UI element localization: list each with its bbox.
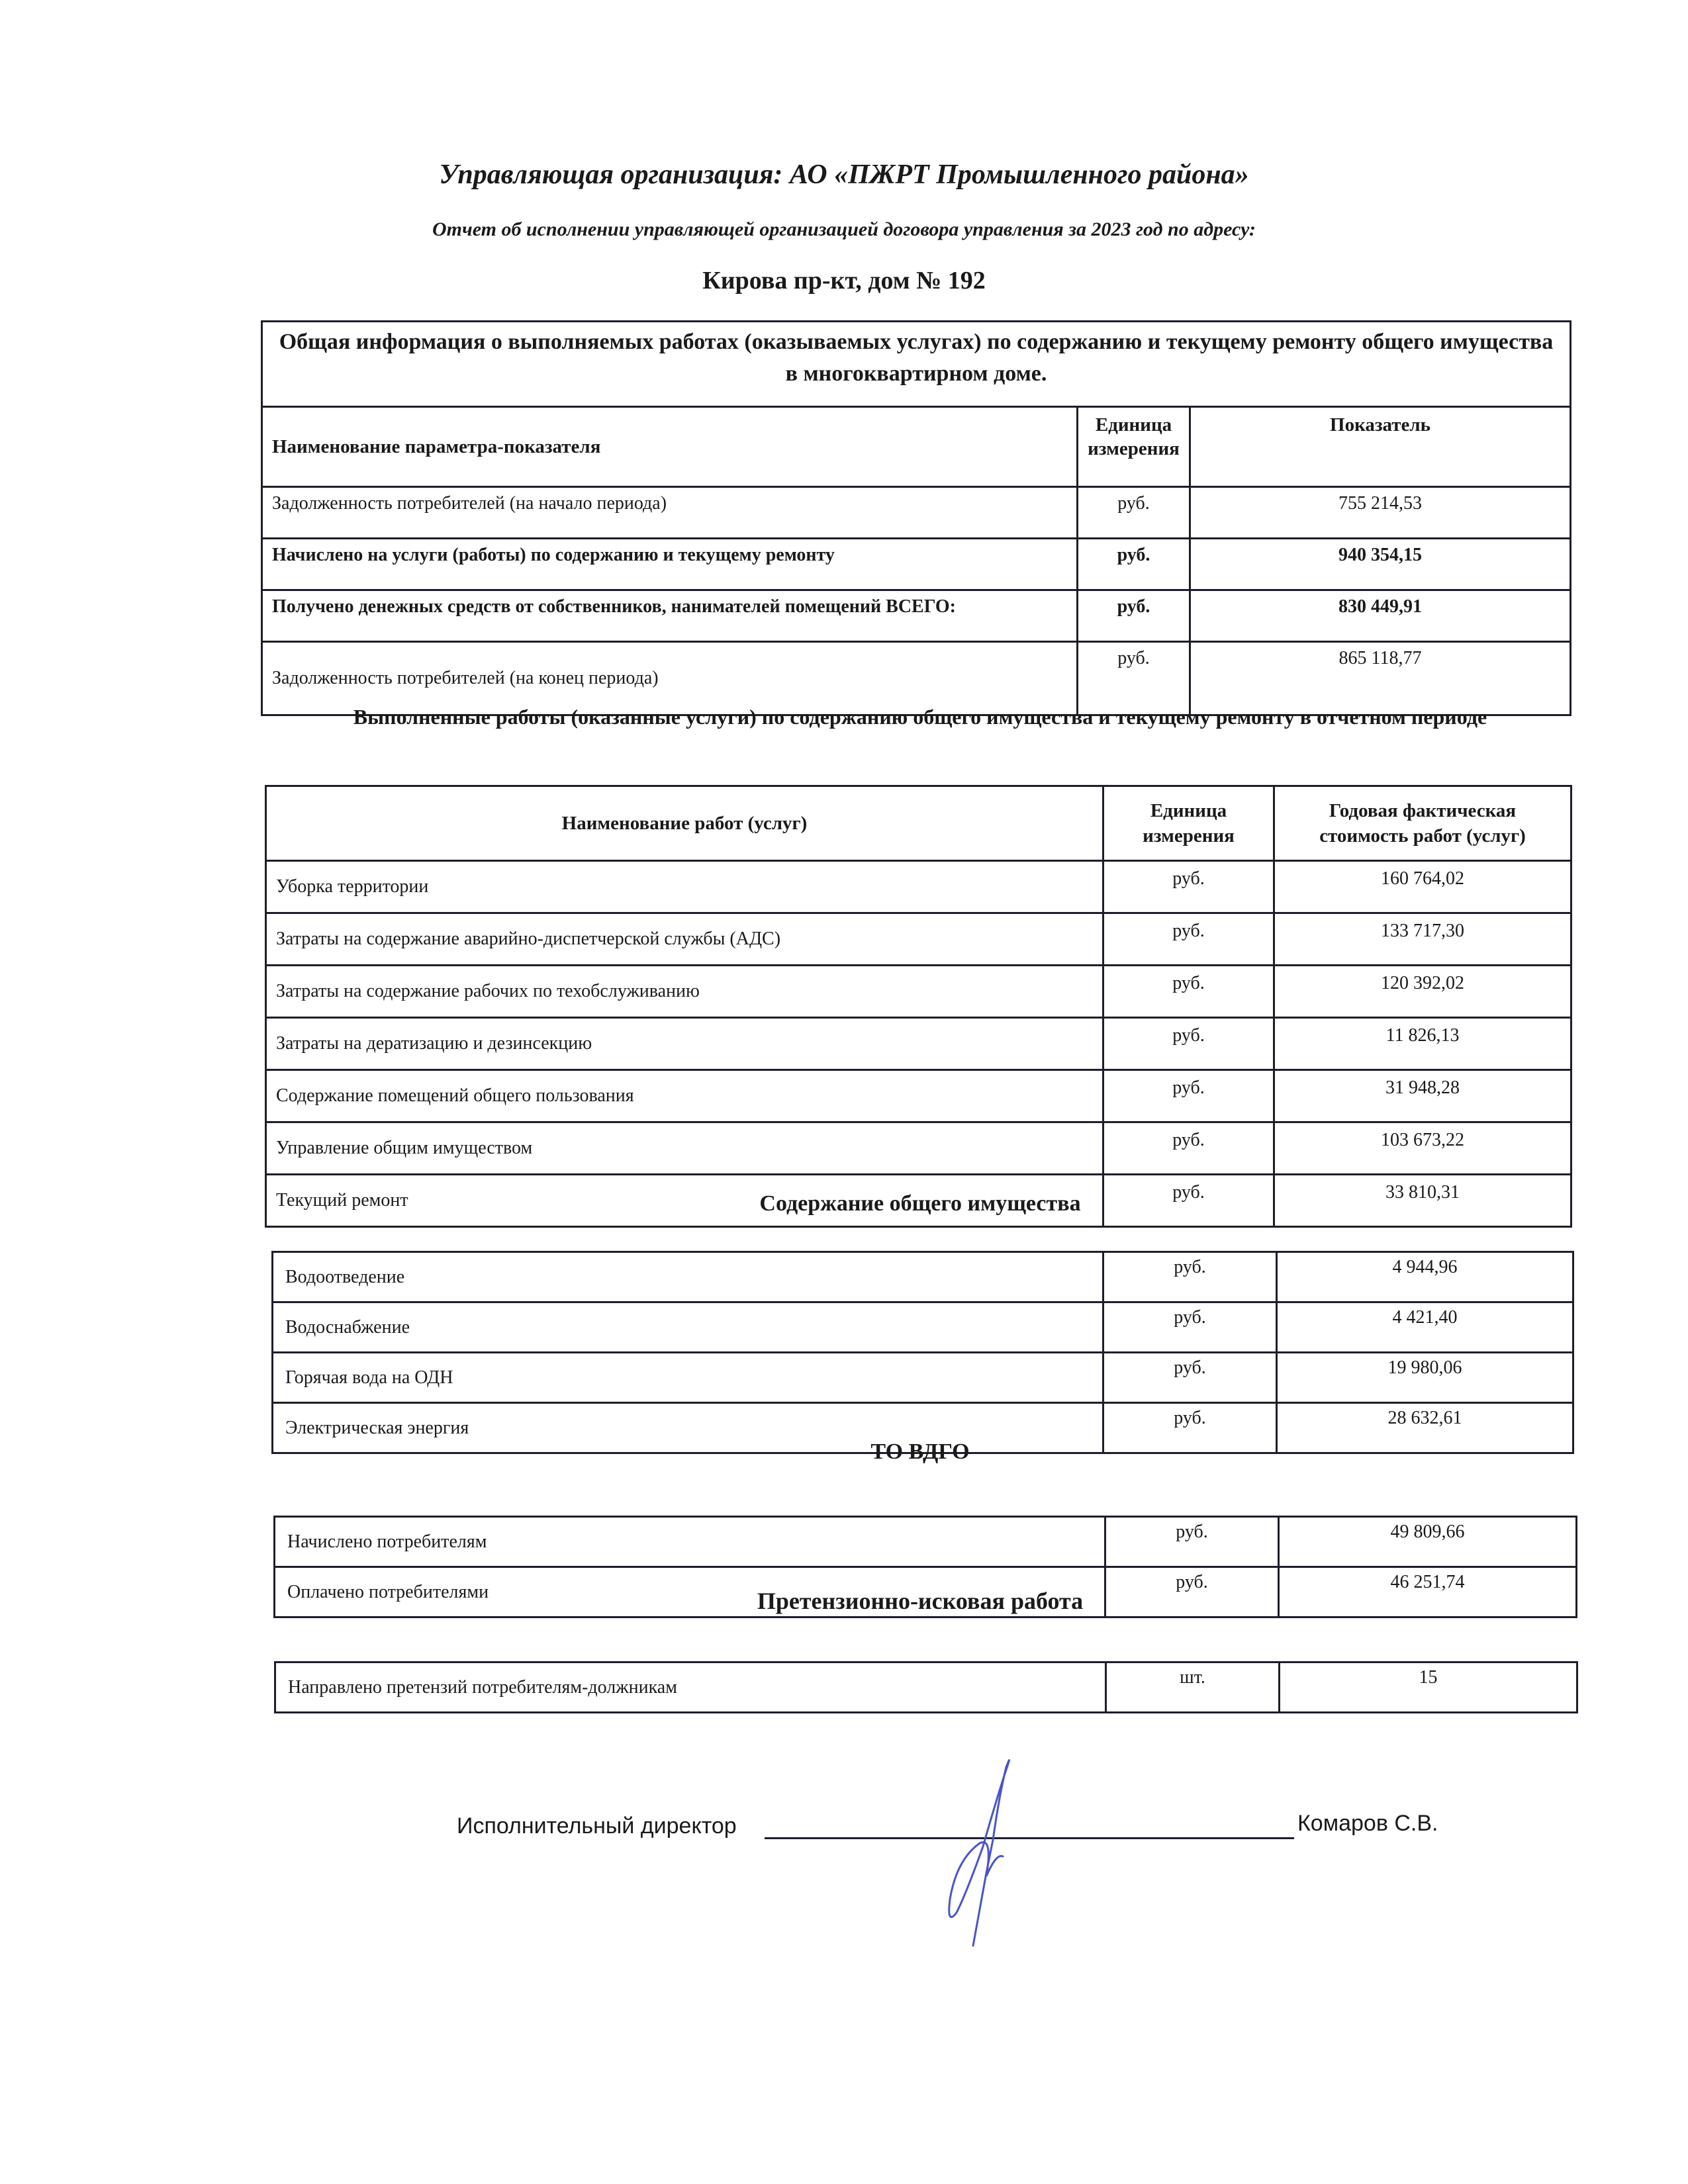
row-unit: руб. xyxy=(1103,1122,1274,1175)
table-row xyxy=(266,913,1571,966)
common-property-table xyxy=(271,1251,1574,1454)
row-value: 46 251,74 xyxy=(1279,1567,1577,1617)
column-header-annual-cost: Годовая фактическая стоимость работ (услуг) xyxy=(1274,786,1571,861)
table-row xyxy=(273,1353,1573,1403)
row-name: Затраты на содержание аварийно-диспетчерской службы (АДС) xyxy=(266,913,1103,966)
table-row xyxy=(262,487,1571,539)
row-name: Начислено потребителям xyxy=(275,1517,1105,1567)
row-value: 49 809,66 xyxy=(1279,1517,1577,1567)
handwritten-signature-icon xyxy=(920,1754,1053,1952)
row-unit: руб. xyxy=(1078,590,1190,642)
row-unit: руб. xyxy=(1103,1353,1277,1403)
row-unit: руб. xyxy=(1103,1070,1274,1122)
report-subtitle: Отчет об исполнении управляющей организацией договора управления за 2023 год по адресу: xyxy=(432,218,1256,240)
row-value: 19 980,06 xyxy=(1277,1353,1573,1403)
table-header-row xyxy=(262,407,1571,487)
column-header-work-name: Наименование работ (услуг) xyxy=(266,786,1103,861)
row-unit: руб. xyxy=(1103,1018,1274,1070)
row-unit: руб. xyxy=(1078,539,1190,590)
table-row xyxy=(275,1662,1577,1713)
table-row xyxy=(266,1122,1571,1175)
row-value: 830 449,91 xyxy=(1190,590,1571,642)
row-name: Уборка территории xyxy=(266,861,1103,913)
organization-title: Управляющая организация: АО «ПЖРТ Промышленного района» xyxy=(439,159,1249,190)
row-value: 33 810,31 xyxy=(1274,1175,1571,1227)
row-name: Содержание помещений общего пользования xyxy=(266,1070,1103,1122)
row-name: Горячая вода на ОДН xyxy=(273,1353,1103,1403)
table-row xyxy=(262,539,1571,590)
signatory-role: Исполнительный директор xyxy=(457,1813,737,1839)
row-value: 120 392,02 xyxy=(1274,966,1571,1018)
table-row xyxy=(275,1517,1577,1567)
row-unit: руб. xyxy=(1103,1252,1277,1302)
table-row xyxy=(266,1018,1571,1070)
vdgo-heading: ТО ВДГО xyxy=(870,1439,970,1464)
general-info-table xyxy=(261,320,1571,716)
column-header-parameter: Наименование параметра-показателя xyxy=(262,407,1078,487)
claims-heading: Претензионно-исковая работа xyxy=(757,1588,1084,1614)
row-unit: руб. xyxy=(1103,913,1274,966)
row-name: Направлено претензий потребителям-должникам xyxy=(275,1662,1106,1713)
row-unit: руб. xyxy=(1103,1403,1277,1453)
row-value: 15 xyxy=(1280,1662,1577,1713)
row-unit: руб. xyxy=(1103,1302,1277,1353)
row-unit: руб. xyxy=(1105,1517,1279,1567)
row-value: 940 354,15 xyxy=(1190,539,1571,590)
table-row xyxy=(266,966,1571,1018)
row-name: Затраты на дератизацию и дезинсекцию xyxy=(266,1018,1103,1070)
row-name: Начислено на услуги (работы) по содержанию и текущему ремонту xyxy=(262,539,1078,590)
table-row xyxy=(273,1252,1573,1302)
row-name: Электрическая энергия xyxy=(273,1403,1103,1453)
row-value: 4 944,96 xyxy=(1277,1252,1573,1302)
row-unit: руб. xyxy=(1078,642,1190,715)
row-name: Водоснабжение xyxy=(273,1302,1103,1353)
property-address: Кирова пр-кт, дом № 192 xyxy=(702,267,986,295)
row-name: Затраты на содержание рабочих по техобслуживанию xyxy=(266,966,1103,1018)
row-name: Задолженность потребителей (на конец периода) xyxy=(262,642,1078,715)
row-value: 103 673,22 xyxy=(1274,1122,1571,1175)
general-info-caption: Общая информация о выполняемых работах (оказываемых услугах) по содержанию и текущему ремонту общего имущества в многоквартирном доме. xyxy=(262,322,1571,407)
row-value: 865 118,77 xyxy=(1190,642,1571,715)
row-unit: руб. xyxy=(1103,1175,1274,1227)
table-header-row xyxy=(266,786,1571,861)
row-value: 755 214,53 xyxy=(1190,487,1571,539)
row-value: 4 421,40 xyxy=(1277,1302,1573,1353)
common-property-heading: Содержание общего имущества xyxy=(759,1191,1081,1216)
signatory-name: Комаров С.В. xyxy=(1297,1811,1438,1836)
row-value: 133 717,30 xyxy=(1274,913,1571,966)
works-section-heading: Выполненные работы (оказанные услуги) по содержанию общего имущества и текущему ремонту в отчетном периоде xyxy=(353,705,1487,729)
works-table xyxy=(265,785,1572,1228)
row-name: Оплачено потребителями xyxy=(275,1567,1105,1617)
row-unit: руб. xyxy=(1078,487,1190,539)
row-unit: руб. xyxy=(1105,1567,1279,1617)
row-value: 31 948,28 xyxy=(1274,1070,1571,1122)
row-name: Управление общим имуществом xyxy=(266,1122,1103,1175)
row-name: Задолженность потребителей (на начало периода) xyxy=(262,487,1078,539)
table-row xyxy=(273,1302,1573,1353)
row-unit: руб. xyxy=(1103,966,1274,1018)
row-unit: шт. xyxy=(1106,1662,1280,1713)
row-value: 11 826,13 xyxy=(1274,1018,1571,1070)
row-name: Получено денежных средств от собственников, нанимателей помещений ВСЕГО: xyxy=(262,590,1078,642)
claims-table xyxy=(274,1661,1578,1713)
row-value: 160 764,02 xyxy=(1274,861,1571,913)
row-value: 28 632,61 xyxy=(1277,1403,1573,1453)
row-unit: руб. xyxy=(1103,861,1274,913)
table-row xyxy=(262,590,1571,642)
row-name: Водоотведение xyxy=(273,1252,1103,1302)
column-header-unit: Единица измерения xyxy=(1078,407,1190,487)
row-name: Текущий ремонт xyxy=(266,1175,1103,1227)
table-row xyxy=(266,1070,1571,1122)
general-info-caption-row xyxy=(262,322,1571,407)
column-header-unit: Единица измерения xyxy=(1103,786,1274,861)
column-header-value: Показатель xyxy=(1190,407,1571,487)
table-row xyxy=(266,861,1571,913)
signature-stroke xyxy=(949,1760,1009,1946)
signature-block xyxy=(457,1813,1516,1926)
